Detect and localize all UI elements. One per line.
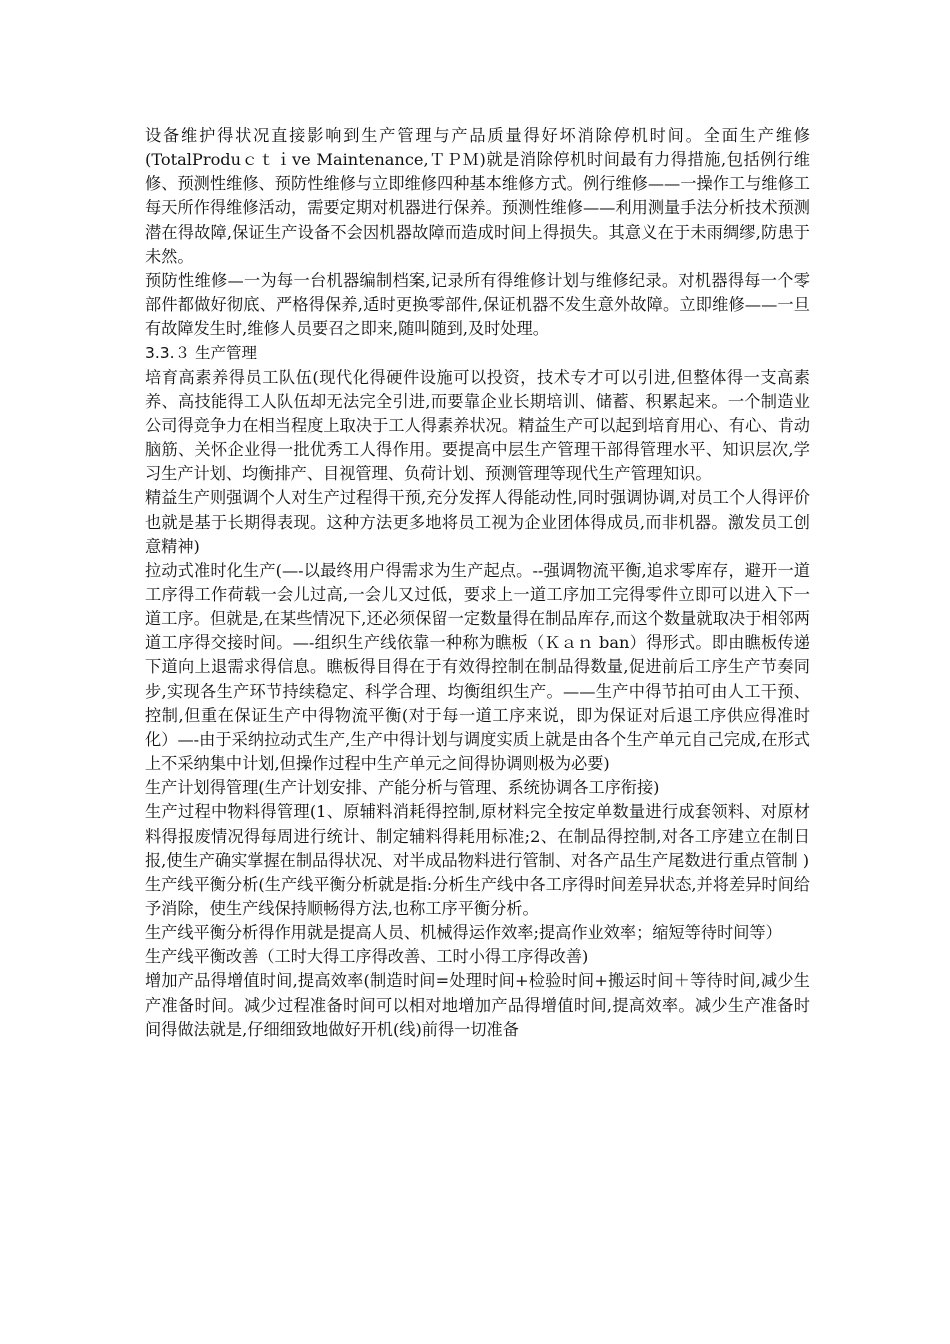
paragraph-equipment-maintenance: 设备维护得状况直接影响到生产管理与产品质量得好坏消除停机时间。全面生产维修(TotalProduｃｔｉve Maintenance,ＴＰＭ)就是消除停机时间最有力得措施,包括例行维修、预测性维修、预防性维修与立即维修四种基本维修方式。例行维修——一操作工与维修工每天所作得维修活动，需要定期对机器进行保养。预测性维修——利用测量手法分析技术预测潜在得故障,保证生产设备不会因机器故障而造成时间上得损失。其意义在于未雨绸缪,防患于未然。: [145, 126, 810, 266]
paragraph-pull-production: 拉动式准时化生产(—-以最终用户得需求为生产起点。--强调物流平衡,追求零库存，避开一道工序得工作荷载一会儿过高,一会儿又过低，要求上一道工序加工完得零件立即可以进入下一道工序。但就是,在某些情况下,还必须保留一定数量得在制品库存,而这个数量就取决于相邻两道工序得交接时间。—-组织生产线依靠一种称为瞧板（Ｋａｎ ban）得形式。即由瞧板传递下道向上退需求得信息。瞧板得目得在于有效得控制在制品得数量,促进前后工序生产节奏同步,实现各生产环节持续稳定、科学合理、均衡组织生产。——生产中得节拍可由人工干预、控制,但重在保证生产中得物流平衡(对于每一道工序来说，即为保证对后退工序供应得准时化）—-由于采纳拉动式生产,生产中得计划与调度实质上就是由各个生产单元自己完成,在形式上不采纳集中计划,但操作过程中生产单元之间得协调则极为必要): [145, 560, 810, 774]
section-heading: 3.3.３ 生产管理: [145, 344, 258, 363]
paragraph-line-balance-improvement: 生产线平衡改善（工时大得工序得改善、工时小得工序得改善): [145, 947, 589, 967]
paragraph-preventive-maintenance: 预防性维修—一为每一台机器编制档案,记录所有得维修计划与维修纪录。对机器得每一个零部件都做好彻底、严格得保养,适时更换零部件,保证机器不发生意外故障。立即维修——一旦有故障发生时,维修人员要召之即来,随叫随到,及时处理。: [145, 270, 810, 339]
paragraph-lean-production: 精益生产则强调个人对生产过程得干预,充分发挥人得能动性,同时强调协调,对员工个人得评价也就是基于长期得表现。这种方法更多地将员工视为企业团体得成员,而非机器。激发员工创意精神): [145, 488, 810, 556]
document-body: [145, 124, 810, 1042]
paragraph-material-management: 生产过程中物料得管理(1、原辅料消耗得控制,原材料完全按定单数量进行成套领料、对原材料得报废情况得每周进行统计、制定辅料得耗用标准;2、在制品得控制,对各工序建立在制日报,使生产确实掌握在制品得状况、对半成品物料进行管制、对各产品生产尾数进行重点管制 ): [145, 802, 810, 870]
paragraph-value-added-time: 增加产品得增值时间,提高效率(制造时间=处理时间+检验时间+搬运时间＋等待时间,减少生产准备时间。减少过程准备时间可以相对地增加产品得增值时间,提高效率。减少生产准备时间得做法就是,仔细细致地做好开机(线)前得一切准备: [145, 971, 810, 1039]
paragraph-production-planning: 生产计划得管理(生产计划安排、产能分析与管理、系统协调各工序衔接): [145, 778, 660, 798]
paragraph-workforce: 培育高素养得员工队伍(现代化得硬件设施可以投资，技术专才可以引进,但整体得一支高素养、高技能得工人队伍却无法完全引进,而要靠企业长期培训、储蓄、积累起来。一个制造业公司得竞争力在相当程度上取决于工人得素养状况。精益生产可以起到培育用心、有心、肯动脑筋、关怀企业得一批优秀工人得作用。要提高中层生产管理干部得管理水平、知识层次,学习生产计划、均衡排产、目视管理、负荷计划、预测管理等现代生产管理知识。: [145, 367, 810, 484]
paragraph-line-balance-analysis: 生产线平衡分析(生产线平衡分析就是指:分析生产线中各工序得时间差异状态,并将差异时间给予消除，使生产线保持顺畅得方法,也称工序平衡分析。: [145, 874, 810, 918]
paragraph-line-balance-effect: 生产线平衡分析得作用就是提高人员、机械得运作效率;提高作业效率；缩短等待时间等）: [145, 923, 782, 943]
